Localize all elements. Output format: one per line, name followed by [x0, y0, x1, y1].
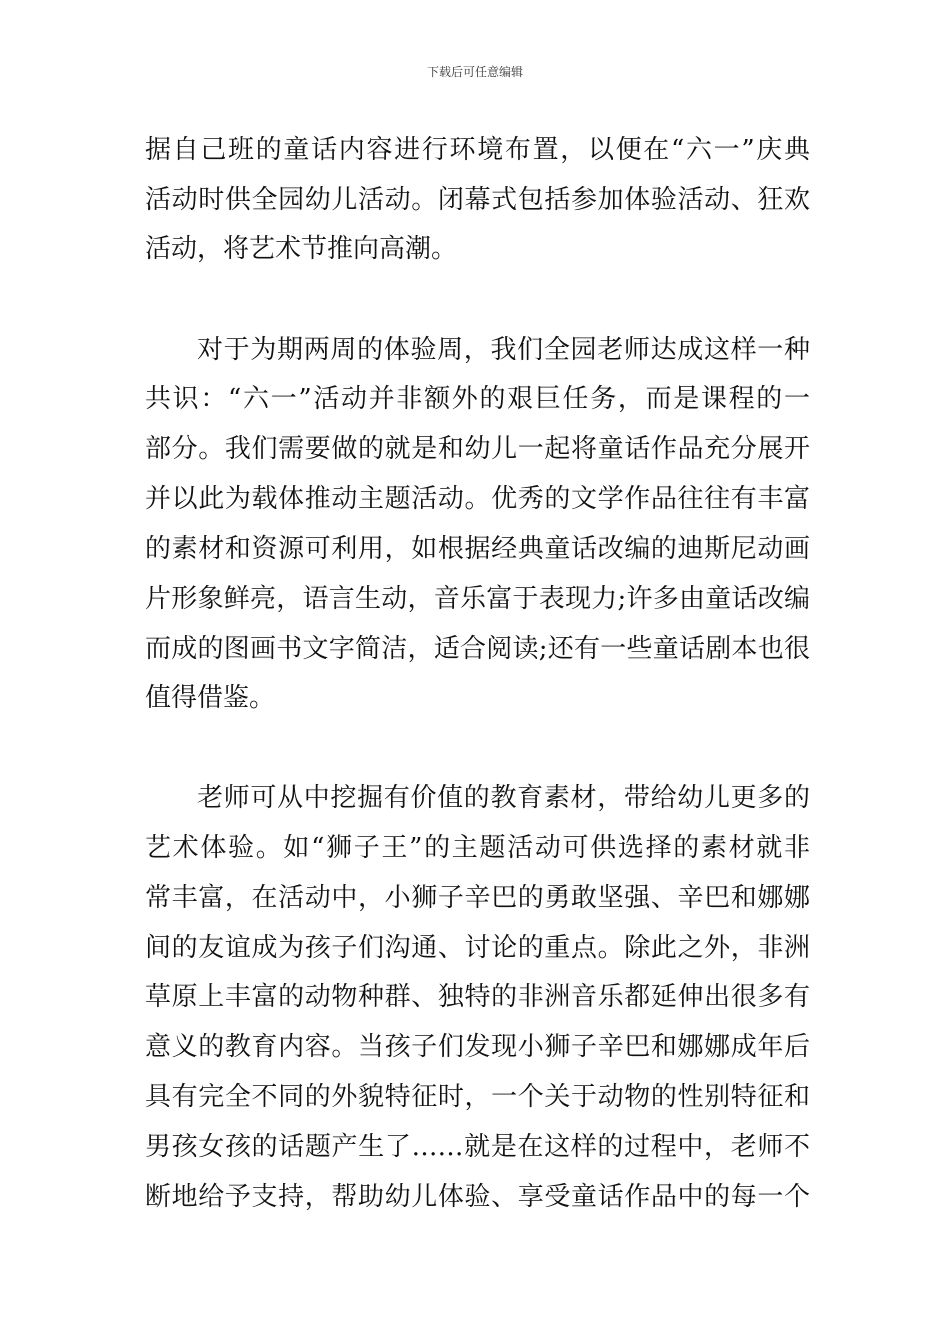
paragraph-1-line-3: 活动，将艺术节推向高潮。	[145, 234, 458, 264]
paragraph-3-line-8: 男孩女孩的话题产生了……就是在这样的过程中，老师不	[145, 1132, 810, 1162]
page-header: 下载后可任意编辑	[426, 65, 523, 79]
paragraph-2-line-2: 共识：“六一”活动并非额外的艰巨任务，而是课程的一	[145, 384, 810, 414]
paragraph-3-line-2: 艺术体验。如“狮子王”的主题活动可供选择的素材就非	[145, 833, 810, 863]
paragraph-1-line-1: 据自己班的童话内容进行环境布置，以便在“六一”庆典	[145, 135, 810, 165]
paragraph-2-line-4: 并以此为载体推动主题活动。优秀的文学作品往往有丰富	[145, 484, 810, 514]
paragraph-2-line-1: 对于为期两周的体验周，我们全园老师达成这样一种	[197, 335, 810, 365]
paragraph-2-line-3: 部分。我们需要做的就是和幼儿一起将童话作品充分展开	[145, 434, 810, 464]
paragraph-2-line-7: 而成的图画书文字简洁，适合阅读;还有一些童话剧本也很	[145, 634, 810, 664]
paragraph-3-line-3: 常丰富，在活动中，小狮子辛巴的勇敢坚强、辛巴和娜娜	[145, 883, 810, 913]
paragraph-3-line-1: 老师可从中挖掘有价值的教育素材，带给幼儿更多的	[197, 783, 810, 813]
paragraph-3-line-6: 意义的教育内容。当孩子们发现小狮子辛巴和娜娜成年后	[145, 1032, 810, 1062]
paragraph-3-line-5: 草原上丰富的动物种群、独特的非洲音乐都延伸出很多有	[145, 982, 810, 1012]
paragraph-2-line-5: 的素材和资源可利用，如根据经典童话改编的迪斯尼动画	[145, 534, 810, 564]
paragraph-1-line-2: 活动时供全园幼儿活动。闭幕式包括参加体验活动、狂欢	[145, 185, 810, 215]
paragraph-3-line-9: 断地给予支持，帮助幼儿体验、享受童话作品中的每一个	[145, 1182, 810, 1212]
paragraph-2-line-8: 值得借鉴。	[145, 683, 276, 713]
paragraph-3-line-7: 具有完全不同的外貌特征时，一个关于动物的性别特征和	[145, 1082, 810, 1112]
paragraph-3-line-4: 间的友谊成为孩子们沟通、讨论的重点。除此之外，非洲	[145, 933, 810, 963]
paragraph-2-line-6: 片形象鲜亮，语言生动，音乐富于表现力;许多由童话改编	[145, 584, 810, 614]
